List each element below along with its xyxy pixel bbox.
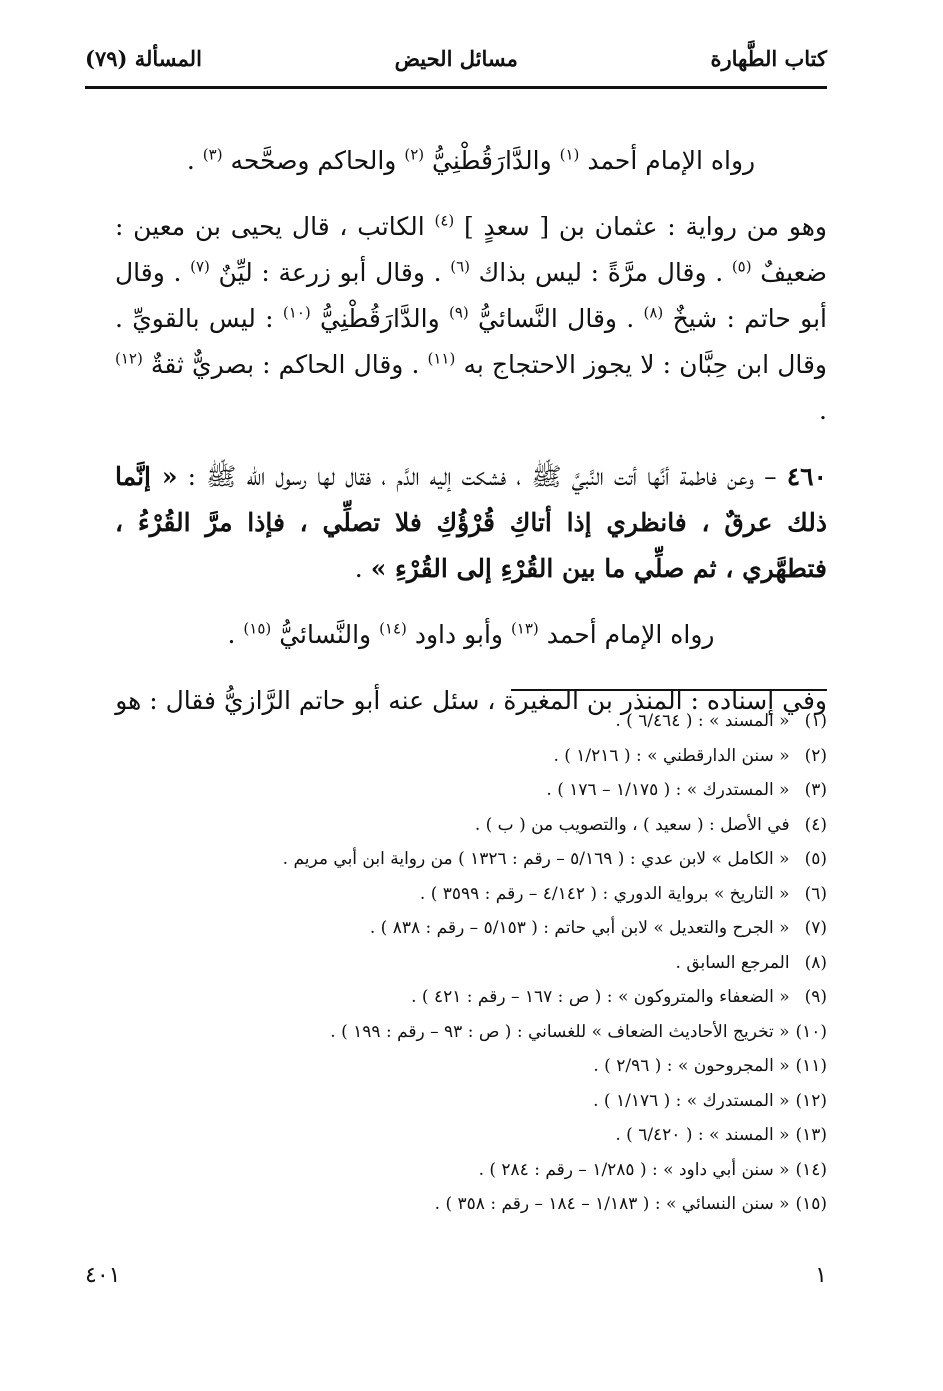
paragraph-text: رواه الإمام أحمد bbox=[538, 620, 715, 649]
footnote-marker: (١١) bbox=[427, 349, 456, 368]
footnote bbox=[115, 1153, 827, 1188]
volume-number: ١ bbox=[815, 1262, 827, 1288]
footnote bbox=[115, 739, 827, 774]
paragraph-text: . وقال الحاكم : بصريٌّ ثقةٌ bbox=[142, 350, 428, 379]
header-chapter-title: مسائل الحيض bbox=[394, 45, 518, 71]
paragraph-text: . bbox=[186, 146, 203, 175]
page-footer bbox=[85, 1258, 827, 1292]
paragraph-text: . bbox=[354, 554, 371, 583]
footnote-text: « المسند » : ( ٦/٤٢٠ ) . bbox=[615, 1125, 790, 1145]
footnote-number: (١٢) bbox=[795, 1090, 827, 1111]
paragraph-text: والدَّارَقُطْنِيُّ bbox=[424, 146, 560, 175]
footnote-number: (١٣) bbox=[795, 1125, 827, 1145]
footnote bbox=[115, 980, 827, 1015]
hadith-quote: « إنَّما ذلك عرقٌ ، فانظري إذا أتاكِ قُرْؤُكِ فلا تصلِّي ، فإذا مرَّ القُرْءُ ، فتطهَّري ، ثم صلِّي ما بين القُرْءِ إلى القُرْءِ » bbox=[115, 462, 827, 583]
paragraph-hadith-460 bbox=[115, 454, 827, 592]
footnote-marker: (٩) bbox=[448, 303, 469, 322]
footnote bbox=[115, 946, 827, 981]
footnote-text: في الأصل : ( سعيد ) ، والتصويب من ( ب ) . bbox=[474, 814, 790, 835]
header-book-title: كتاب الطَّهارة bbox=[710, 45, 827, 71]
footnote bbox=[115, 911, 827, 946]
paragraph-narrator-critique bbox=[115, 204, 827, 434]
footnote-text: « المستدرك » : ( ١/١٧٦ ) . bbox=[593, 1090, 790, 1111]
footnote-marker: (٣) bbox=[202, 145, 223, 164]
footnote-text: « الضعفاء والمتروكون » : ( ص : ١٦٧ – رقم : ٤٢١ ) . bbox=[411, 987, 790, 1007]
footnote-text: « المجروحون » : ( ٢/٩٦ ) . bbox=[593, 1056, 790, 1076]
footnote bbox=[115, 808, 827, 843]
footnote-number: (١١) bbox=[795, 1056, 827, 1076]
footnote bbox=[115, 877, 827, 912]
footnote-number: (٤) bbox=[804, 814, 827, 835]
footnote-separator bbox=[511, 689, 827, 691]
footnote-number: (٥) bbox=[804, 849, 827, 869]
paragraph-text: . bbox=[227, 620, 244, 649]
footnote-number: (١٤) bbox=[795, 1159, 827, 1180]
header-rule bbox=[85, 86, 827, 89]
footnote-text: المرجع السابق . bbox=[675, 952, 790, 973]
paragraph-citation-1 bbox=[115, 138, 827, 184]
paragraph-text: . وقال النَّسائيُّ bbox=[468, 304, 644, 333]
footnote-text: « سنن الدارقطني » : ( ١/٢١٦ ) . bbox=[553, 745, 790, 766]
paragraph-text: – وعن فاطمة أنَّها أتت النَّبيَّ ﷺ ، فشكت إليه الدَّم ، فقال لها رسول الله ﷺ : bbox=[177, 462, 787, 491]
footnote bbox=[115, 704, 827, 739]
footnote-number: (١٠) bbox=[795, 1021, 827, 1042]
footnote-text: « تخريج الأحاديث الضعاف » للغساني : ( ص : ٩٣ – رقم : ١٩٩ ) . bbox=[330, 1021, 790, 1042]
footnote-text: « سنن النسائي » : ( ١/١٨٣ – ١٨٤ – رقم : ٣٥٨ ) . bbox=[434, 1194, 790, 1214]
footnote-text: « الكامل » لابن عدي : ( ٥/١٦٩ – رقم : ١٣٢٦ ) من رواية ابن أبي مريم . bbox=[282, 849, 790, 869]
paragraph-text: والحاكم وصحَّحه bbox=[222, 146, 405, 175]
paragraph-text: وهو من رواية : عثمان بن [ سعدٍ ] bbox=[454, 212, 827, 241]
footnote-text: « سنن أبي داود » : ( ١/٢٨٥ – رقم : ٢٨٤ ) . bbox=[478, 1159, 790, 1180]
footnote-number: (٧) bbox=[804, 918, 827, 938]
paragraph-text: الكاتب ، قال يحيى بن معين : ضعيفٌ bbox=[115, 212, 827, 287]
paragraph-text: والدَّارَقُطْنِيُّ bbox=[310, 304, 449, 333]
paragraph-text: . وقال أبو حاتم : شيخٌ bbox=[115, 258, 827, 333]
footnote-marker: (٥) bbox=[731, 257, 752, 276]
paragraph-text: رواه الإمام أحمد bbox=[579, 146, 756, 175]
page-header bbox=[85, 40, 827, 76]
paragraph-text: والنَّسائيُّ bbox=[271, 620, 380, 649]
paragraph-text: . وقال مرَّةً : ليس بذاك bbox=[470, 258, 732, 287]
footnote-number: (٦) bbox=[804, 883, 827, 904]
footnote-marker: (١٥) bbox=[243, 619, 272, 638]
paragraph-text: : ليس بالقويِّ . وقال ابن حِبَّان : لا يجوز الاحتجاج به bbox=[115, 304, 828, 379]
page-number: ٤٠١ bbox=[85, 1262, 121, 1288]
footnote bbox=[115, 1015, 827, 1050]
footnote-marker: (١٠) bbox=[282, 303, 311, 322]
footnote-text: « المستدرك » : ( ١/١٧٥ – ١٧٦ ) . bbox=[546, 780, 790, 800]
footnote-marker: (١٢) bbox=[115, 349, 143, 368]
footnote-number: (٩) bbox=[804, 987, 827, 1007]
paragraph-citation-2 bbox=[115, 612, 827, 658]
footnote-marker: (٤) bbox=[434, 211, 455, 230]
footnotes bbox=[115, 704, 827, 1222]
paragraph-text: وفي إسناده : المنذر بن المغيرة ، سئل عنه أبو حاتم الرَّازيُّ فقال : هو bbox=[115, 686, 827, 715]
footnote bbox=[115, 1187, 827, 1222]
paragraph-text: . وقال أبو زرعة : ليِّنٌ bbox=[209, 258, 451, 287]
footnote-text: « التاريخ » برواية الدوري : ( ٤/١٤٢ – رقم : ٣٥٩٩ ) . bbox=[419, 883, 790, 904]
header-issue-number: المسألة (٧٩) bbox=[85, 45, 202, 71]
paragraph-text: . bbox=[819, 396, 827, 425]
footnote-marker: (١) bbox=[559, 145, 580, 164]
footnote-text: « الجرح والتعديل » لابن أبي حاتم : ( ٥/١٥٣ – رقم : ٨٣٨ ) . bbox=[369, 918, 790, 938]
footnote-number: (٨) bbox=[804, 952, 827, 973]
footnote bbox=[115, 1084, 827, 1119]
footnote-text: « المسند » : ( ٦/٤٦٤ ) . bbox=[615, 711, 790, 731]
main-text bbox=[115, 138, 827, 724]
footnote-marker: (٨) bbox=[643, 303, 664, 322]
footnote-number: (١) bbox=[804, 711, 827, 731]
footnote-marker: (١٤) bbox=[379, 619, 407, 638]
footnote-marker: (١٣) bbox=[510, 619, 539, 638]
footnote-marker: (٧) bbox=[190, 257, 210, 276]
footnote-marker: (٢) bbox=[404, 145, 425, 164]
footnote-number: (١٥) bbox=[795, 1194, 827, 1214]
footnote-marker: (٦) bbox=[450, 257, 470, 276]
footnote bbox=[115, 1118, 827, 1153]
paragraph-text: وأبو داود bbox=[406, 620, 511, 649]
hadith-number: ٤٦٠ bbox=[786, 462, 827, 491]
footnote bbox=[115, 842, 827, 877]
footnote-number: (٣) bbox=[804, 780, 827, 800]
footnote bbox=[115, 1049, 827, 1084]
footnote-number: (٢) bbox=[804, 745, 827, 766]
footnote bbox=[115, 773, 827, 808]
